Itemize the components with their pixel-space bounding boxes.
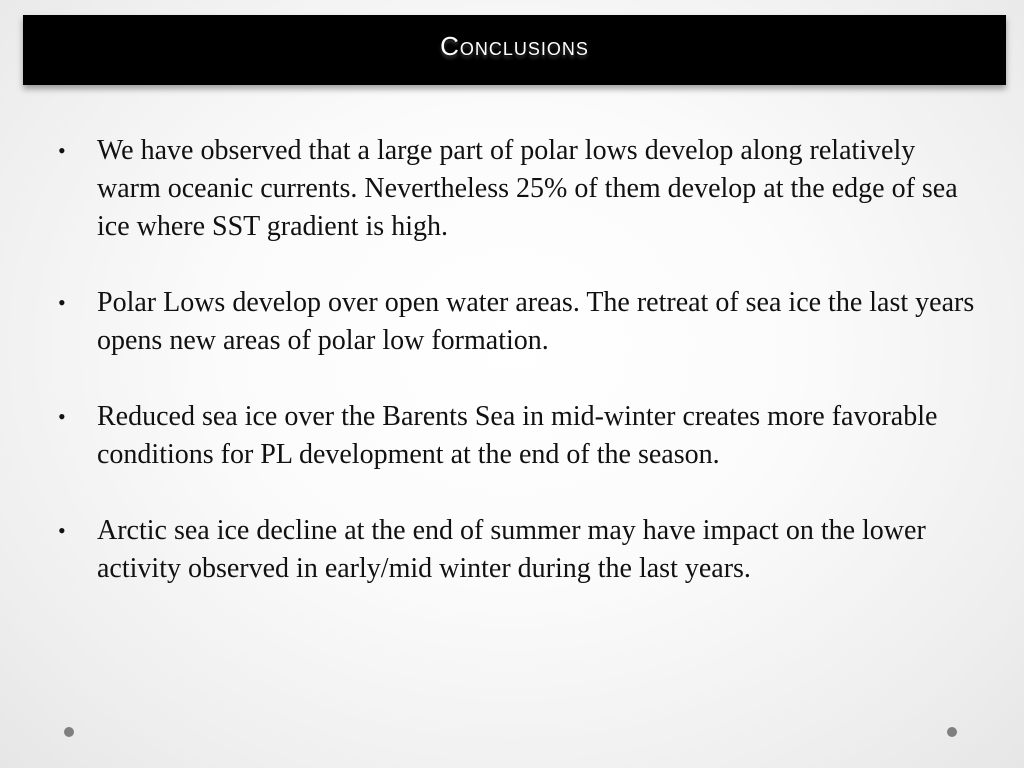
bullet-icon: • [58,518,66,543]
bullet-icon: • [58,404,66,429]
bullet-icon: • [58,138,66,163]
bullet-text: Arctic sea ice decline at the end of summer may have impact on the lower activity observed in early/mid winter during the last years. [97,515,926,584]
title-bar [23,15,1006,85]
bullet-item [58,132,978,246]
decorative-dot-right [947,727,957,737]
bullet-list [58,132,978,626]
bullet-text: Reduced sea ice over the Barents Sea in mid-winter creates more favorable conditions for PL development at the end of the season. [97,401,938,470]
bullet-text: We have observed that a large part of polar lows develop along relatively warm oceanic currents. Nevertheless 25% of them develop at the edge of sea ice where SST gradient is high. [97,135,958,242]
bullet-item [58,284,978,360]
bullet-text: Polar Lows develop over open water areas. The retreat of sea ice the last years opens new areas of polar low formation. [97,287,975,356]
slide-title: Conclusions [440,30,589,61]
bullet-item [58,512,978,588]
decorative-dot-left [64,727,74,737]
bullet-item [58,398,978,474]
bullet-icon: • [58,290,66,315]
